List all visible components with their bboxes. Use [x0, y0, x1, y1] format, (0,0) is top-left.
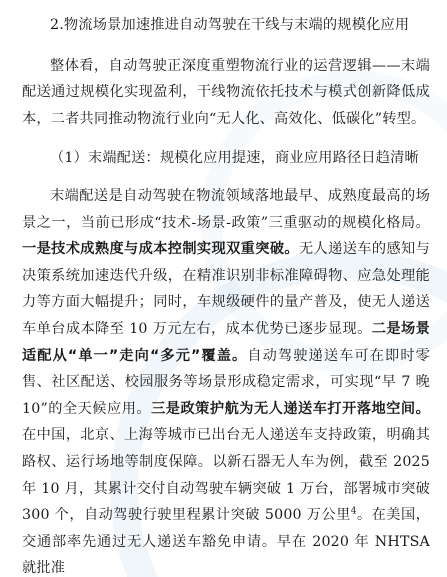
document-body	[22, 12, 430, 577]
subsection-heading: （1）末端配送：规模化应用提速，商业应用路径日趋清晰	[50, 150, 419, 167]
point3-title: 三是政策护航为无人递送车打开落地空间。	[151, 400, 430, 417]
point2-text: 自动驾驶递送车可在即时零售、社区配送、校园服务等场景形成稳定需求，可实现“早 7 晚 10”的全天候应用。	[22, 347, 430, 417]
intro-text: 末端配送是自动驾驶在物流领域落地最早、成熟度最高的场景之一，当前已形成“技术-场景-政策”三重驱动的规模化格局。	[22, 187, 430, 231]
point1-text: 无人递送车的感知与决策系统加速迭代升级，在精准识别非标准障碍物、应急处理能力等方面大幅提升；同时，车规级硬件的量产普及，使无人递送车单台成本降至 10 万元左右，成本优势已逐步显现。	[22, 241, 430, 337]
point1-title: 一是技术成熟度与成本控制实现双重突破。	[22, 241, 299, 258]
point2-title: 二是场景适配从“单一”走向“多元”覆盖。	[22, 320, 430, 364]
point3-text-continued: 。在美国，交通部率先通过无人递送车豁免申请。早在 2020 年 NHTSA 就批准	[22, 507, 430, 577]
point3-text: 在中国，北京、上海等城市已出台无人递送车支持政策，明确其路权、运行场地等制度保障。以新石器无人车为例，截至 2025 年 10 月，其累计交付自动驾驶车辆突破 1 万台，部署城市突破 300 个，自动驾驶行驶里程累计突破 5000 万公里	[22, 427, 430, 524]
overview-paragraph: 整体看，自动驾驶正深度重塑物流行业的运营逻辑——末端配送通过规模化实现盈利，干线物流依托技术与模式创新降低成本，二者共同推动物流行业向“无人化、高效化、低碳化”转型。	[22, 57, 430, 127]
section-heading: 2.物流场景加速推进自动驾驶在干线与末端的规模化应用	[50, 17, 410, 33]
footnote-marker[interactable]: 4	[350, 506, 357, 517]
body-paragraph	[22, 183, 430, 577]
